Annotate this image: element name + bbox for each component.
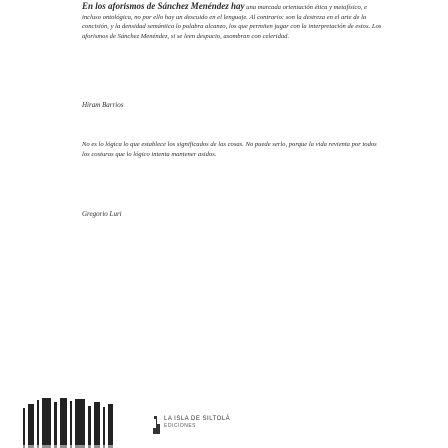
quote-1-lead: En los aforismos de Sánchez Menéndez hay	[82, 1, 245, 11]
quote-1-text	[82, 2, 382, 41]
publisher-name: LA ISLA DE SILTOLÁ	[164, 416, 231, 422]
publisher-logo	[152, 416, 230, 434]
quote-1-author: Hiram Barrios	[82, 101, 124, 109]
barcode-logo-icon	[23, 398, 116, 448]
quote-2-text: No es lo lógica lo que establece los significados de las cosas. No puede serlo, porque la vida revienta por todos los costuras que lo lógico intenta mantener asidos.	[82, 141, 377, 158]
quote-1-rest: una marcada orientación ética y metafísico, e incluso ontológica, no por ello hay un descuido en el lenguaje. Al contrario: son la destreza en el arte de la concisión, y la densidad semántica lo palabra alcanzo, los que permiten jugar con la interpretación de estos. Los aforismos de Sánchez Menéndez, si se leen despacio, asombran con celeridad.	[82, 4, 382, 40]
quote-2-author: Gregorio Luri	[82, 210, 122, 218]
publisher-mark-icon	[152, 416, 161, 434]
publisher-subtitle: EDICIONES	[164, 423, 197, 429]
